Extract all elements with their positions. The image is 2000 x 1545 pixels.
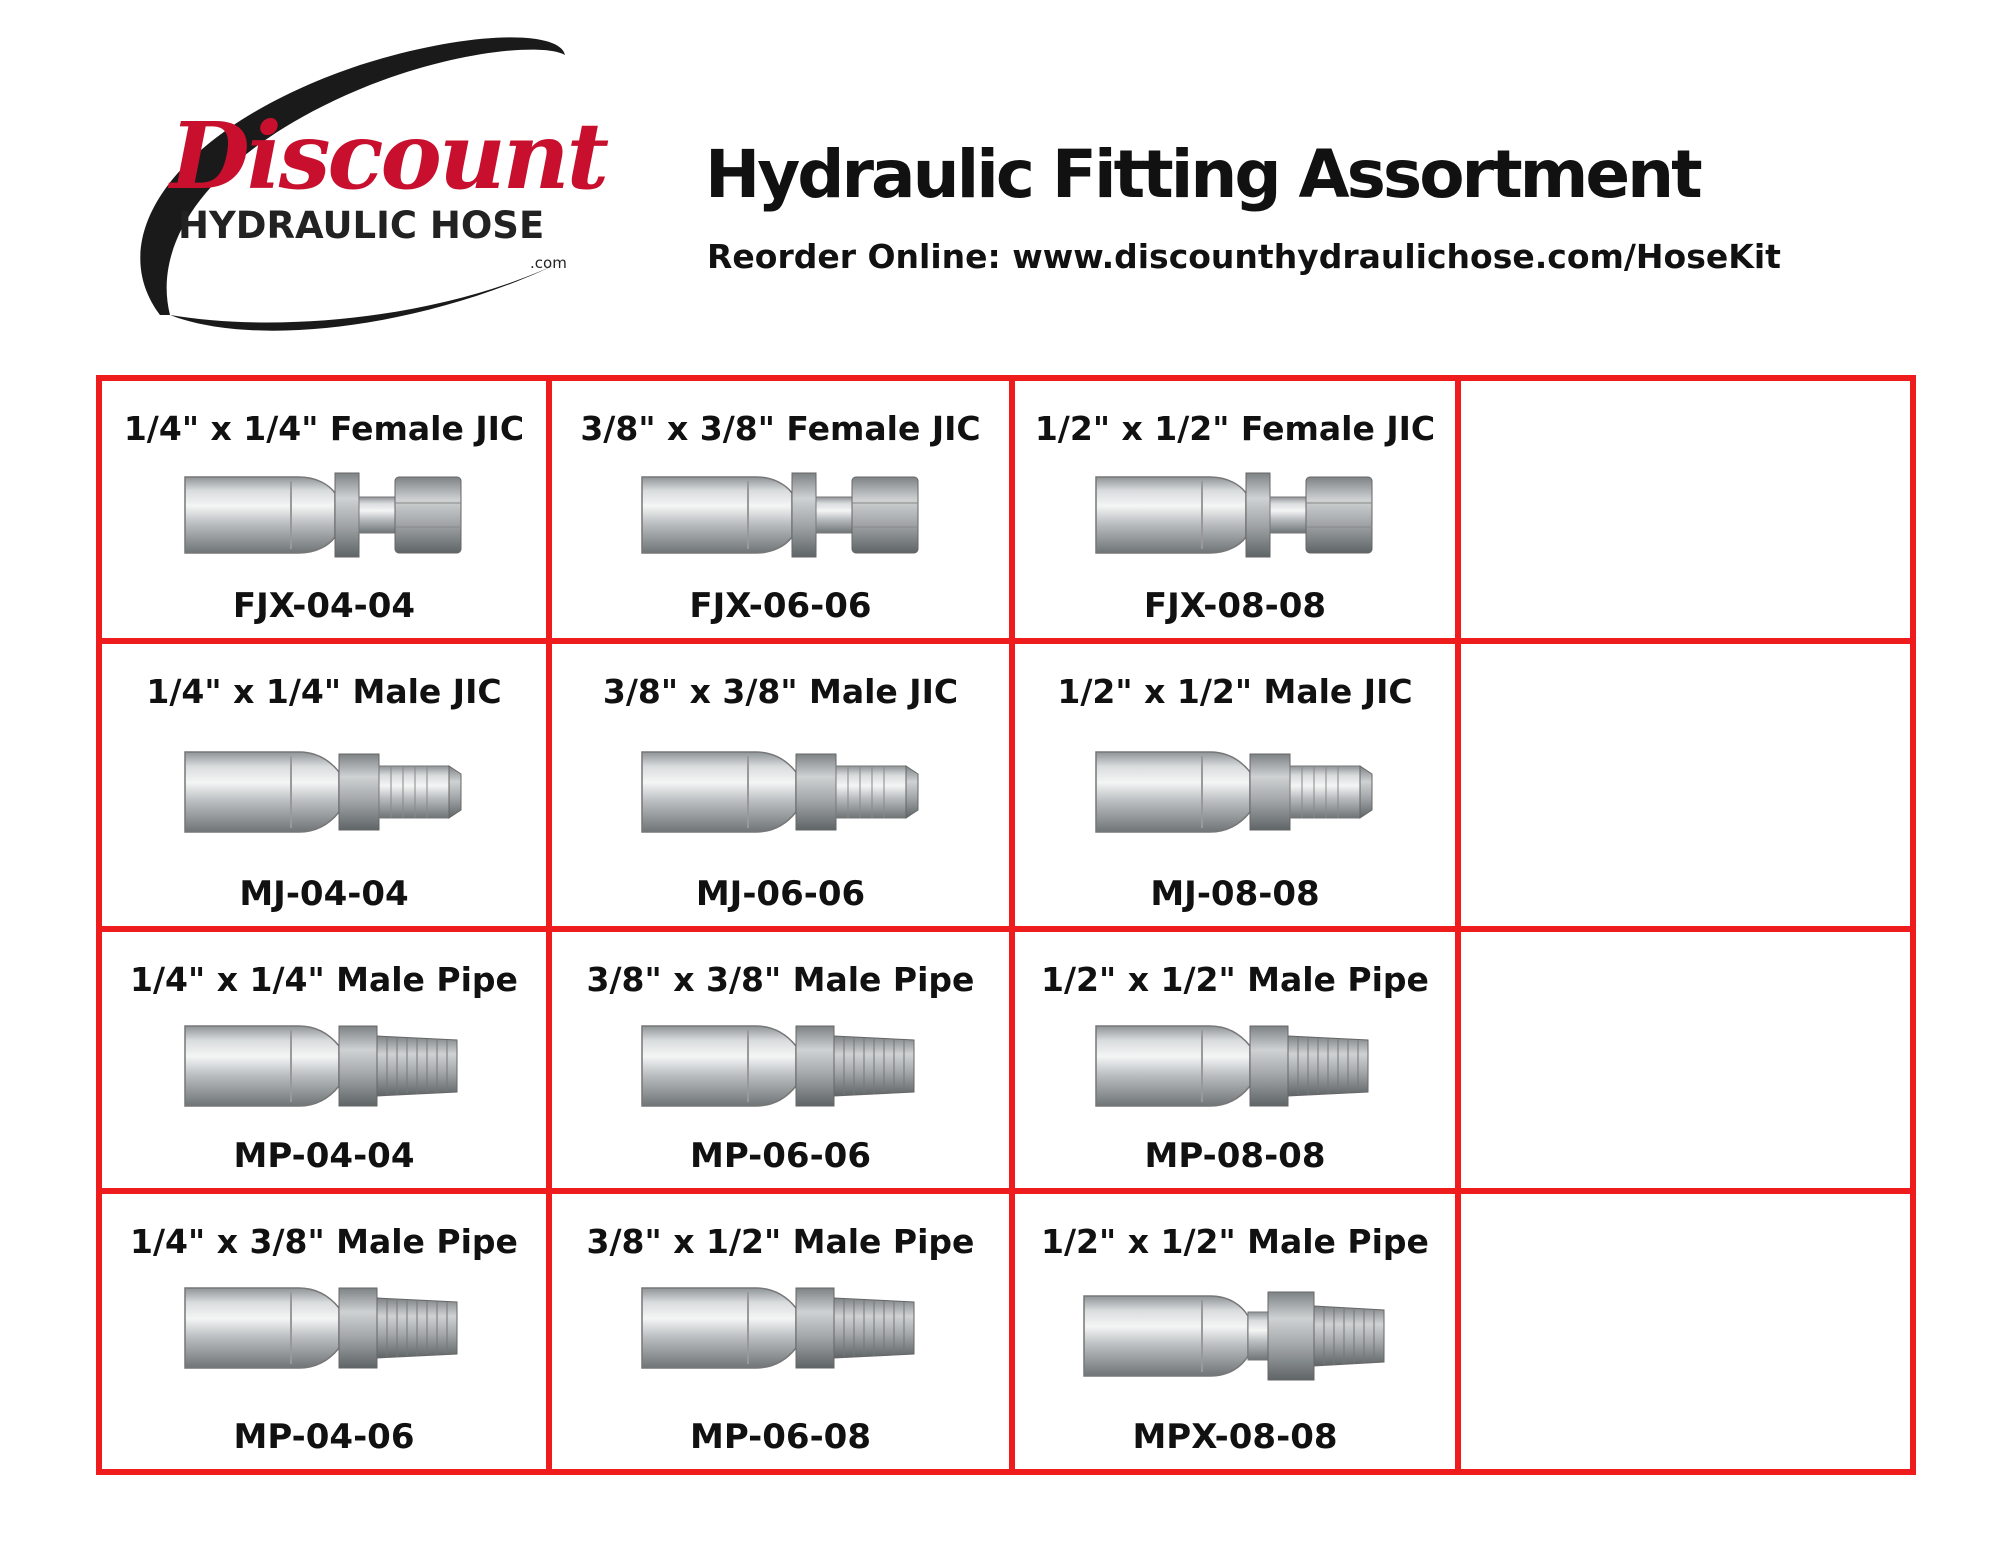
part-number: MJ-08-08: [1150, 874, 1320, 914]
fitting-title: 1/2" x 1/2" Female JIC: [1034, 409, 1436, 448]
fitting-title: 3/8" x 3/8" Female JIC: [580, 409, 981, 448]
empty-cell: [1461, 932, 1910, 1194]
fitting-title: 3/8" x 3/8" Male JIC: [602, 672, 959, 711]
male-jic-fitting-icon: [1090, 740, 1380, 844]
logo-domain: .com: [530, 254, 567, 272]
part-number: MP-06-08: [689, 1417, 871, 1457]
fitting-cell: [102, 381, 552, 644]
female-jic-fitting-icon: [636, 463, 926, 567]
logo-wordmark: Discount: [170, 102, 607, 210]
fitting-title: 1/2" x 1/2" Male Pipe: [1041, 1222, 1429, 1261]
fitting-title: 1/2" x 1/2" Male JIC: [1057, 672, 1413, 711]
part-number: MPX-08-08: [1132, 1417, 1338, 1457]
empty-cell: [1461, 1194, 1910, 1469]
empty-cell: [1461, 381, 1910, 644]
fitting-cell: [102, 1194, 552, 1469]
fitting-cell: [1015, 1194, 1461, 1469]
empty-cell: [1461, 644, 1910, 932]
female-jic-fitting-icon: [179, 463, 469, 567]
fitting-title: 1/4" x 1/4" Male JIC: [146, 672, 502, 711]
male-pipe-fitting-icon: [1090, 1014, 1380, 1118]
fitting-cell: [102, 932, 552, 1194]
male-pipe-swivel-fitting-icon: [1080, 1284, 1390, 1388]
fitting-cell: [1015, 381, 1461, 644]
fitting-title: 1/4" x 1/4" Female JIC: [123, 409, 525, 448]
male-pipe-fitting-icon: [179, 1014, 469, 1118]
part-number: FJX-04-04: [232, 586, 416, 626]
male-jic-fitting-icon: [636, 740, 926, 844]
fitting-cell: [1015, 644, 1461, 932]
fitting-title: 3/8" x 1/2" Male Pipe: [586, 1222, 975, 1261]
logo-subtitle: HYDRAULIC HOSE: [178, 204, 545, 247]
male-jic-fitting-icon: [179, 740, 469, 844]
fitting-cell: [552, 1194, 1015, 1469]
female-jic-fitting-icon: [1090, 463, 1380, 567]
fitting-title: 1/4" x 1/4" Male Pipe: [130, 960, 518, 999]
part-number: MP-06-06: [689, 1136, 871, 1176]
page-title: Hydraulic Fitting Assortment: [705, 136, 1700, 213]
part-number: MJ-04-04: [239, 874, 409, 914]
fitting-title: 1/2" x 1/2" Male Pipe: [1041, 960, 1429, 999]
fitting-cell: [552, 381, 1015, 644]
part-number: MP-04-06: [233, 1417, 415, 1457]
fitting-cell: [552, 644, 1015, 932]
part-number: MP-04-04: [233, 1136, 415, 1176]
male-pipe-fitting-icon: [636, 1276, 926, 1380]
fitting-cell: [552, 932, 1015, 1194]
fitting-grid: [96, 375, 1916, 1475]
fitting-cell: [102, 644, 552, 932]
fitting-cell: [1015, 932, 1461, 1194]
part-number: MP-08-08: [1144, 1136, 1326, 1176]
brand-logo: [140, 15, 610, 350]
reorder-link-text: Reorder Online: www.discounthydraulichose.com/HoseKit: [707, 237, 1781, 276]
male-pipe-fitting-icon: [179, 1276, 469, 1380]
part-number: FJX-06-06: [689, 586, 872, 626]
part-number: MJ-06-06: [695, 874, 866, 914]
part-number: FJX-08-08: [1143, 586, 1327, 626]
fitting-title: 1/4" x 3/8" Male Pipe: [130, 1222, 518, 1261]
fitting-title: 3/8" x 3/8" Male Pipe: [586, 960, 975, 999]
male-pipe-fitting-icon: [636, 1014, 926, 1118]
